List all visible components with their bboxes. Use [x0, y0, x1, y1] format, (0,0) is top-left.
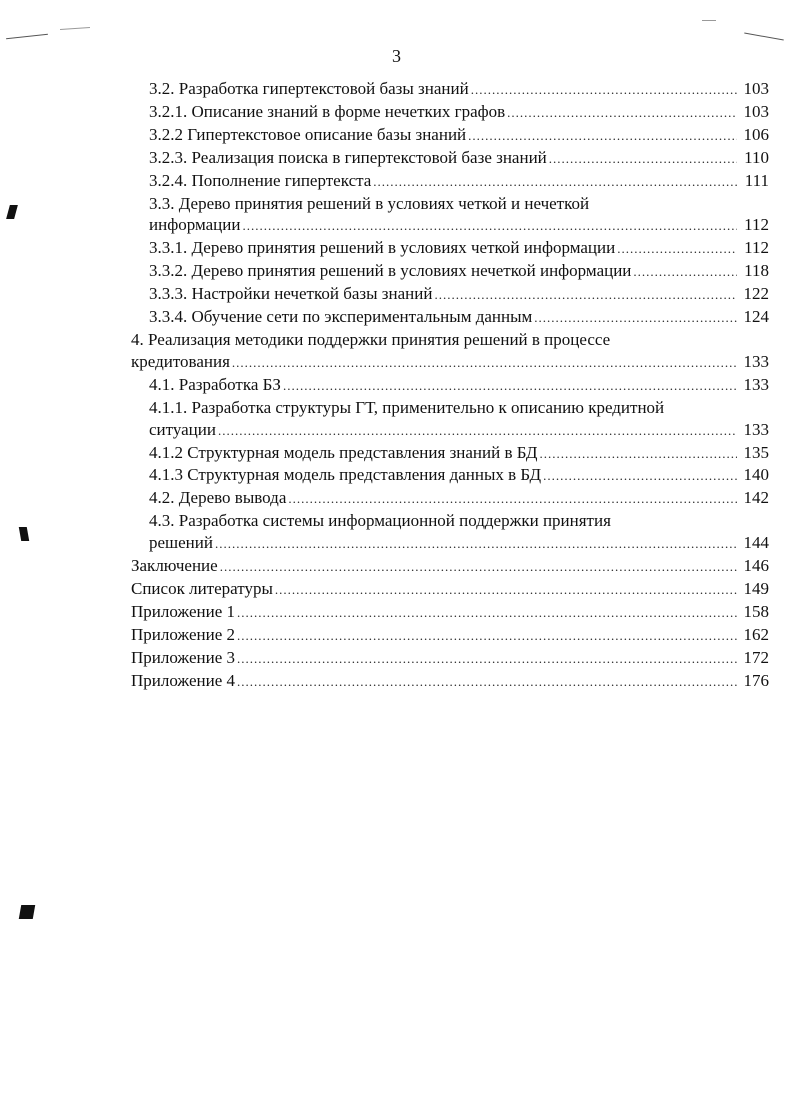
toc-entry-title: Приложение 4	[131, 670, 235, 690]
dot-leader	[242, 215, 737, 237]
toc-entry	[131, 601, 769, 624]
toc-entry-page: 176	[743, 670, 769, 690]
scan-smear-top-left-2	[60, 27, 90, 30]
toc-entry	[131, 147, 769, 170]
toc-entry-title: 3.3.2. Дерево принятия решений в условиях нечеткой информации	[149, 261, 632, 281]
toc-entry-title: 4.1.3 Структурная модель представления данных в БД	[149, 465, 542, 485]
toc-entry-page: 111	[744, 170, 769, 190]
toc-entry	[131, 647, 769, 670]
toc-entry	[131, 397, 769, 442]
toc-entry-title: 4.2. Дерево вывода	[149, 488, 287, 508]
dot-leader	[543, 465, 737, 487]
dot-leader	[617, 238, 737, 260]
toc-entry-page: 103	[743, 79, 769, 98]
toc-entry-title: 3.3.1. Дерево принятия решений в условиях четкой информации	[149, 238, 616, 258]
toc-entry-page: 162	[743, 624, 769, 644]
dot-leader	[471, 79, 737, 101]
toc-entry	[131, 578, 769, 601]
toc-entry	[131, 374, 769, 397]
dot-leader	[218, 420, 737, 442]
toc-entry-title-line: 4. Реализация методики поддержки принятия решений в процессе	[131, 329, 611, 349]
dot-leader	[539, 443, 737, 465]
toc-entry-title: 3.2.2 Гипертекстовое описание базы знаний	[149, 124, 467, 144]
scan-smear-top-left	[6, 34, 48, 39]
dot-leader	[549, 148, 737, 170]
toc-entry-page: 112	[744, 238, 769, 258]
toc-entry-page: 112	[744, 215, 769, 235]
toc-entry	[131, 78, 769, 101]
toc-entry-title: 4.1. Разработка БЗ	[149, 374, 281, 394]
toc-entry-title: Приложение 3	[131, 647, 235, 667]
toc-entry	[131, 283, 769, 306]
dot-leader	[237, 602, 737, 624]
toc-entry-page: 124	[743, 307, 769, 327]
toc-entry-title: 3.2.4. Пополнение гипертекста	[149, 170, 372, 190]
toc-entry	[131, 670, 769, 693]
toc-entry-title: 3.3.3. Настройки нечеткой базы знаний	[149, 284, 433, 304]
toc-entry-title: 3.2.3. Реализация поиска в гипертекстовой базе знаний	[149, 147, 547, 167]
toc-entry-page: 158	[743, 601, 769, 621]
dot-leader	[507, 102, 737, 124]
dot-leader	[237, 648, 737, 670]
toc-entry-title: 3.2.1. Описание знаний в форме нечетких графов	[149, 101, 506, 121]
toc-entry-page: 144	[743, 533, 769, 553]
toc-entry-title: 4.1.2 Структурная модель представления знаний в БД	[149, 442, 538, 462]
dot-leader	[237, 625, 737, 647]
dot-leader	[633, 261, 737, 283]
toc-entry-page: 142	[743, 488, 769, 508]
toc-entry	[131, 101, 769, 124]
dot-leader	[373, 171, 737, 193]
toc-entry-title-line: 4.1.1. Разработка структуры ГТ, применительно к описанию кредитной	[149, 397, 665, 417]
toc-entry-title: 3.3.4. Обучение сети по экспериментальным данным	[149, 307, 533, 327]
toc-entry-title: информации	[149, 215, 241, 235]
scan-smear-top-right-2	[702, 20, 716, 21]
toc-entry-page: 118	[744, 261, 769, 281]
toc-entry-page: 103	[743, 101, 769, 121]
scan-smear-top-right	[744, 33, 784, 41]
toc-entry-page: 149	[743, 578, 769, 598]
toc-entry-page: 110	[744, 147, 769, 167]
toc-entry	[131, 170, 769, 193]
toc-entry-page: 133	[743, 374, 769, 394]
toc-entry-title: решений	[149, 533, 213, 553]
toc-entry-page: 146	[743, 556, 769, 576]
toc-entry-page: 135	[743, 442, 769, 462]
toc-entry-page: 133	[743, 419, 769, 439]
toc-entry-title-line: 4.3. Разработка системы информационной поддержки принятия	[149, 511, 611, 531]
punch-mark-3	[19, 905, 35, 919]
toc-entry-title: Приложение 2	[131, 624, 235, 644]
table-of-contents	[131, 78, 769, 692]
toc-entry-page: 133	[743, 351, 769, 371]
dot-leader	[534, 307, 737, 329]
toc-entry	[131, 464, 769, 487]
punch-mark-2	[19, 527, 29, 541]
toc-entry	[131, 510, 769, 555]
dot-leader	[232, 352, 737, 374]
dot-leader	[283, 375, 737, 397]
dot-leader	[288, 488, 737, 510]
toc-entry-title: ситуации	[149, 419, 216, 439]
dot-leader	[220, 556, 737, 578]
toc-entry	[131, 487, 769, 510]
toc-entry-page: 172	[743, 647, 769, 667]
toc-entry	[131, 624, 769, 647]
punch-mark-1	[6, 205, 18, 219]
toc-entry-title-line: 3.3. Дерево принятия решений в условиях четкой и нечеткой	[149, 193, 590, 213]
toc-entry-title: кредитования	[131, 351, 230, 371]
dot-leader	[275, 579, 737, 601]
toc-entry	[131, 306, 769, 329]
dot-leader	[215, 533, 737, 555]
dot-leader	[237, 671, 737, 693]
toc-entry-page: 140	[743, 465, 769, 485]
toc-entry	[131, 193, 769, 238]
toc-entry-page: 122	[743, 284, 769, 304]
toc-entry-title: 3.2. Разработка гипертекстовой базы знаний	[149, 79, 469, 98]
toc-entry	[131, 442, 769, 465]
dot-leader	[468, 125, 737, 147]
toc-entry	[131, 124, 769, 147]
toc-entry-title: Приложение 1	[131, 601, 235, 621]
toc-entry-title: Список литературы	[131, 578, 273, 598]
page-number: 3	[392, 46, 401, 66]
toc-entry	[131, 260, 769, 283]
toc-entry	[131, 329, 769, 374]
dot-leader	[434, 284, 737, 306]
toc-entry	[131, 555, 769, 578]
toc-entry-title: Заключение	[131, 556, 218, 576]
toc-entry	[131, 237, 769, 260]
toc-entry-page: 106	[743, 124, 769, 144]
